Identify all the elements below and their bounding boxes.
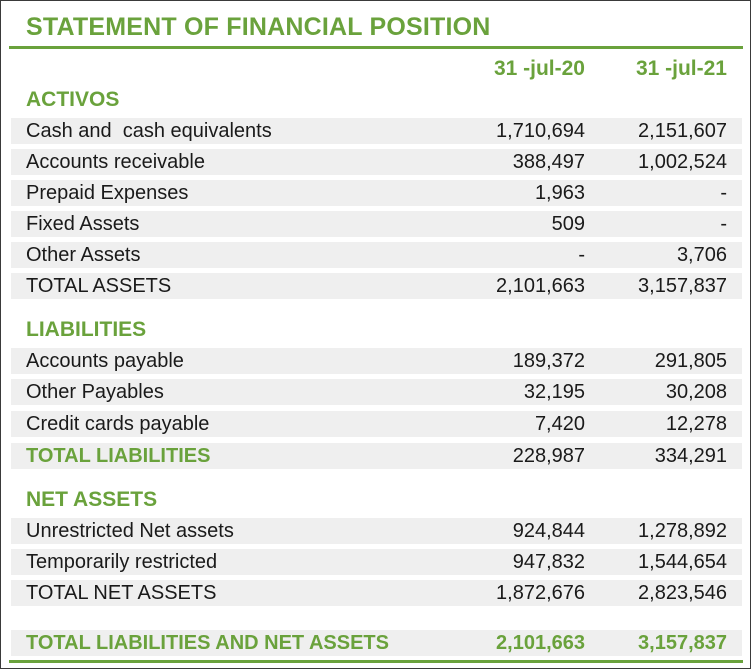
row-label: Unrestricted Net assets — [26, 520, 234, 542]
row-label: Fixed Assets — [26, 213, 140, 235]
row-value-2021: 3,157,837 — [638, 275, 727, 297]
row-label: Other Assets — [26, 244, 141, 266]
row-label: Cash and cash equivalents — [26, 120, 272, 142]
section-heading-net-assets: NET ASSETS — [26, 488, 158, 511]
row-value-2020: 189,372 — [512, 350, 585, 372]
row-value-2021: - — [720, 213, 727, 235]
row-value-2020: 924,844 — [512, 520, 585, 542]
table-row — [11, 211, 742, 237]
row-value-2021: 12,278 — [665, 413, 727, 435]
title-divider — [9, 46, 743, 49]
row-label: TOTAL ASSETS — [26, 275, 172, 297]
row-value-2021: 3,706 — [676, 244, 727, 266]
row-label: Temporarily restricted — [26, 551, 218, 573]
row-value-2020: 388,497 — [512, 151, 585, 173]
row-label: Prepaid Expenses — [26, 182, 189, 204]
grand-total-row — [11, 630, 742, 656]
row-value-2021: 291,805 — [654, 350, 727, 372]
row-label: Accounts receivable — [26, 151, 205, 173]
row-value-2021: 2,823,546 — [638, 582, 727, 604]
table-row — [11, 180, 742, 206]
row-value-2020: 1,710,694 — [496, 120, 585, 142]
page-title: STATEMENT OF FINANCIAL POSITION — [26, 13, 491, 41]
table-row — [11, 348, 742, 374]
row-value-2020: 228,987 — [512, 445, 585, 467]
row-value-2020: 509 — [551, 213, 585, 235]
row-label: Accounts payable — [26, 350, 184, 372]
row-value-2021: 2,151,607 — [638, 120, 727, 142]
row-value-2020: 2,101,663 — [496, 632, 585, 654]
row-label: Credit cards payable — [26, 413, 210, 435]
row-label: TOTAL NET ASSETS — [26, 582, 217, 604]
table-row — [11, 118, 742, 144]
total-row-liabilities — [11, 443, 742, 469]
row-value-2020: 2,101,663 — [496, 275, 585, 297]
column-header-2020: 31 -jul-20 — [493, 57, 585, 80]
row-value-2021: 1,544,654 — [638, 551, 727, 573]
row-value-2021: 3,157,837 — [638, 632, 727, 654]
row-value-2021: 30,208 — [665, 381, 727, 403]
column-header-2021: 31 -jul-21 — [635, 57, 727, 80]
table-row — [11, 411, 742, 437]
table-row — [11, 549, 742, 575]
row-value-2021: - — [720, 182, 727, 204]
section-heading-assets: ACTIVOS — [26, 88, 120, 111]
grand-total-divider — [9, 660, 743, 663]
row-value-2020: 947,832 — [512, 551, 585, 573]
table-row — [11, 149, 742, 175]
total-row-net-assets — [11, 580, 742, 606]
row-value-2021: 1,002,524 — [638, 151, 727, 173]
row-value-2020: 1,963 — [534, 182, 585, 204]
row-value-2021: 334,291 — [654, 445, 727, 467]
row-label: TOTAL LIABILITIES — [26, 445, 211, 467]
section-heading-liabilities: LIABILITIES — [26, 318, 147, 341]
row-value-2020: 7,420 — [534, 413, 585, 435]
row-value-2020: - — [578, 244, 585, 266]
total-row-assets — [11, 273, 742, 299]
row-label: TOTAL LIABILITIES AND NET ASSETS — [26, 632, 389, 654]
table-row — [11, 379, 742, 405]
table-row — [11, 518, 742, 544]
row-value-2021: 1,278,892 — [638, 520, 727, 542]
table-row — [11, 242, 742, 268]
row-value-2020: 32,195 — [523, 381, 585, 403]
row-value-2020: 1,872,676 — [496, 582, 585, 604]
row-label: Other Payables — [26, 381, 164, 403]
